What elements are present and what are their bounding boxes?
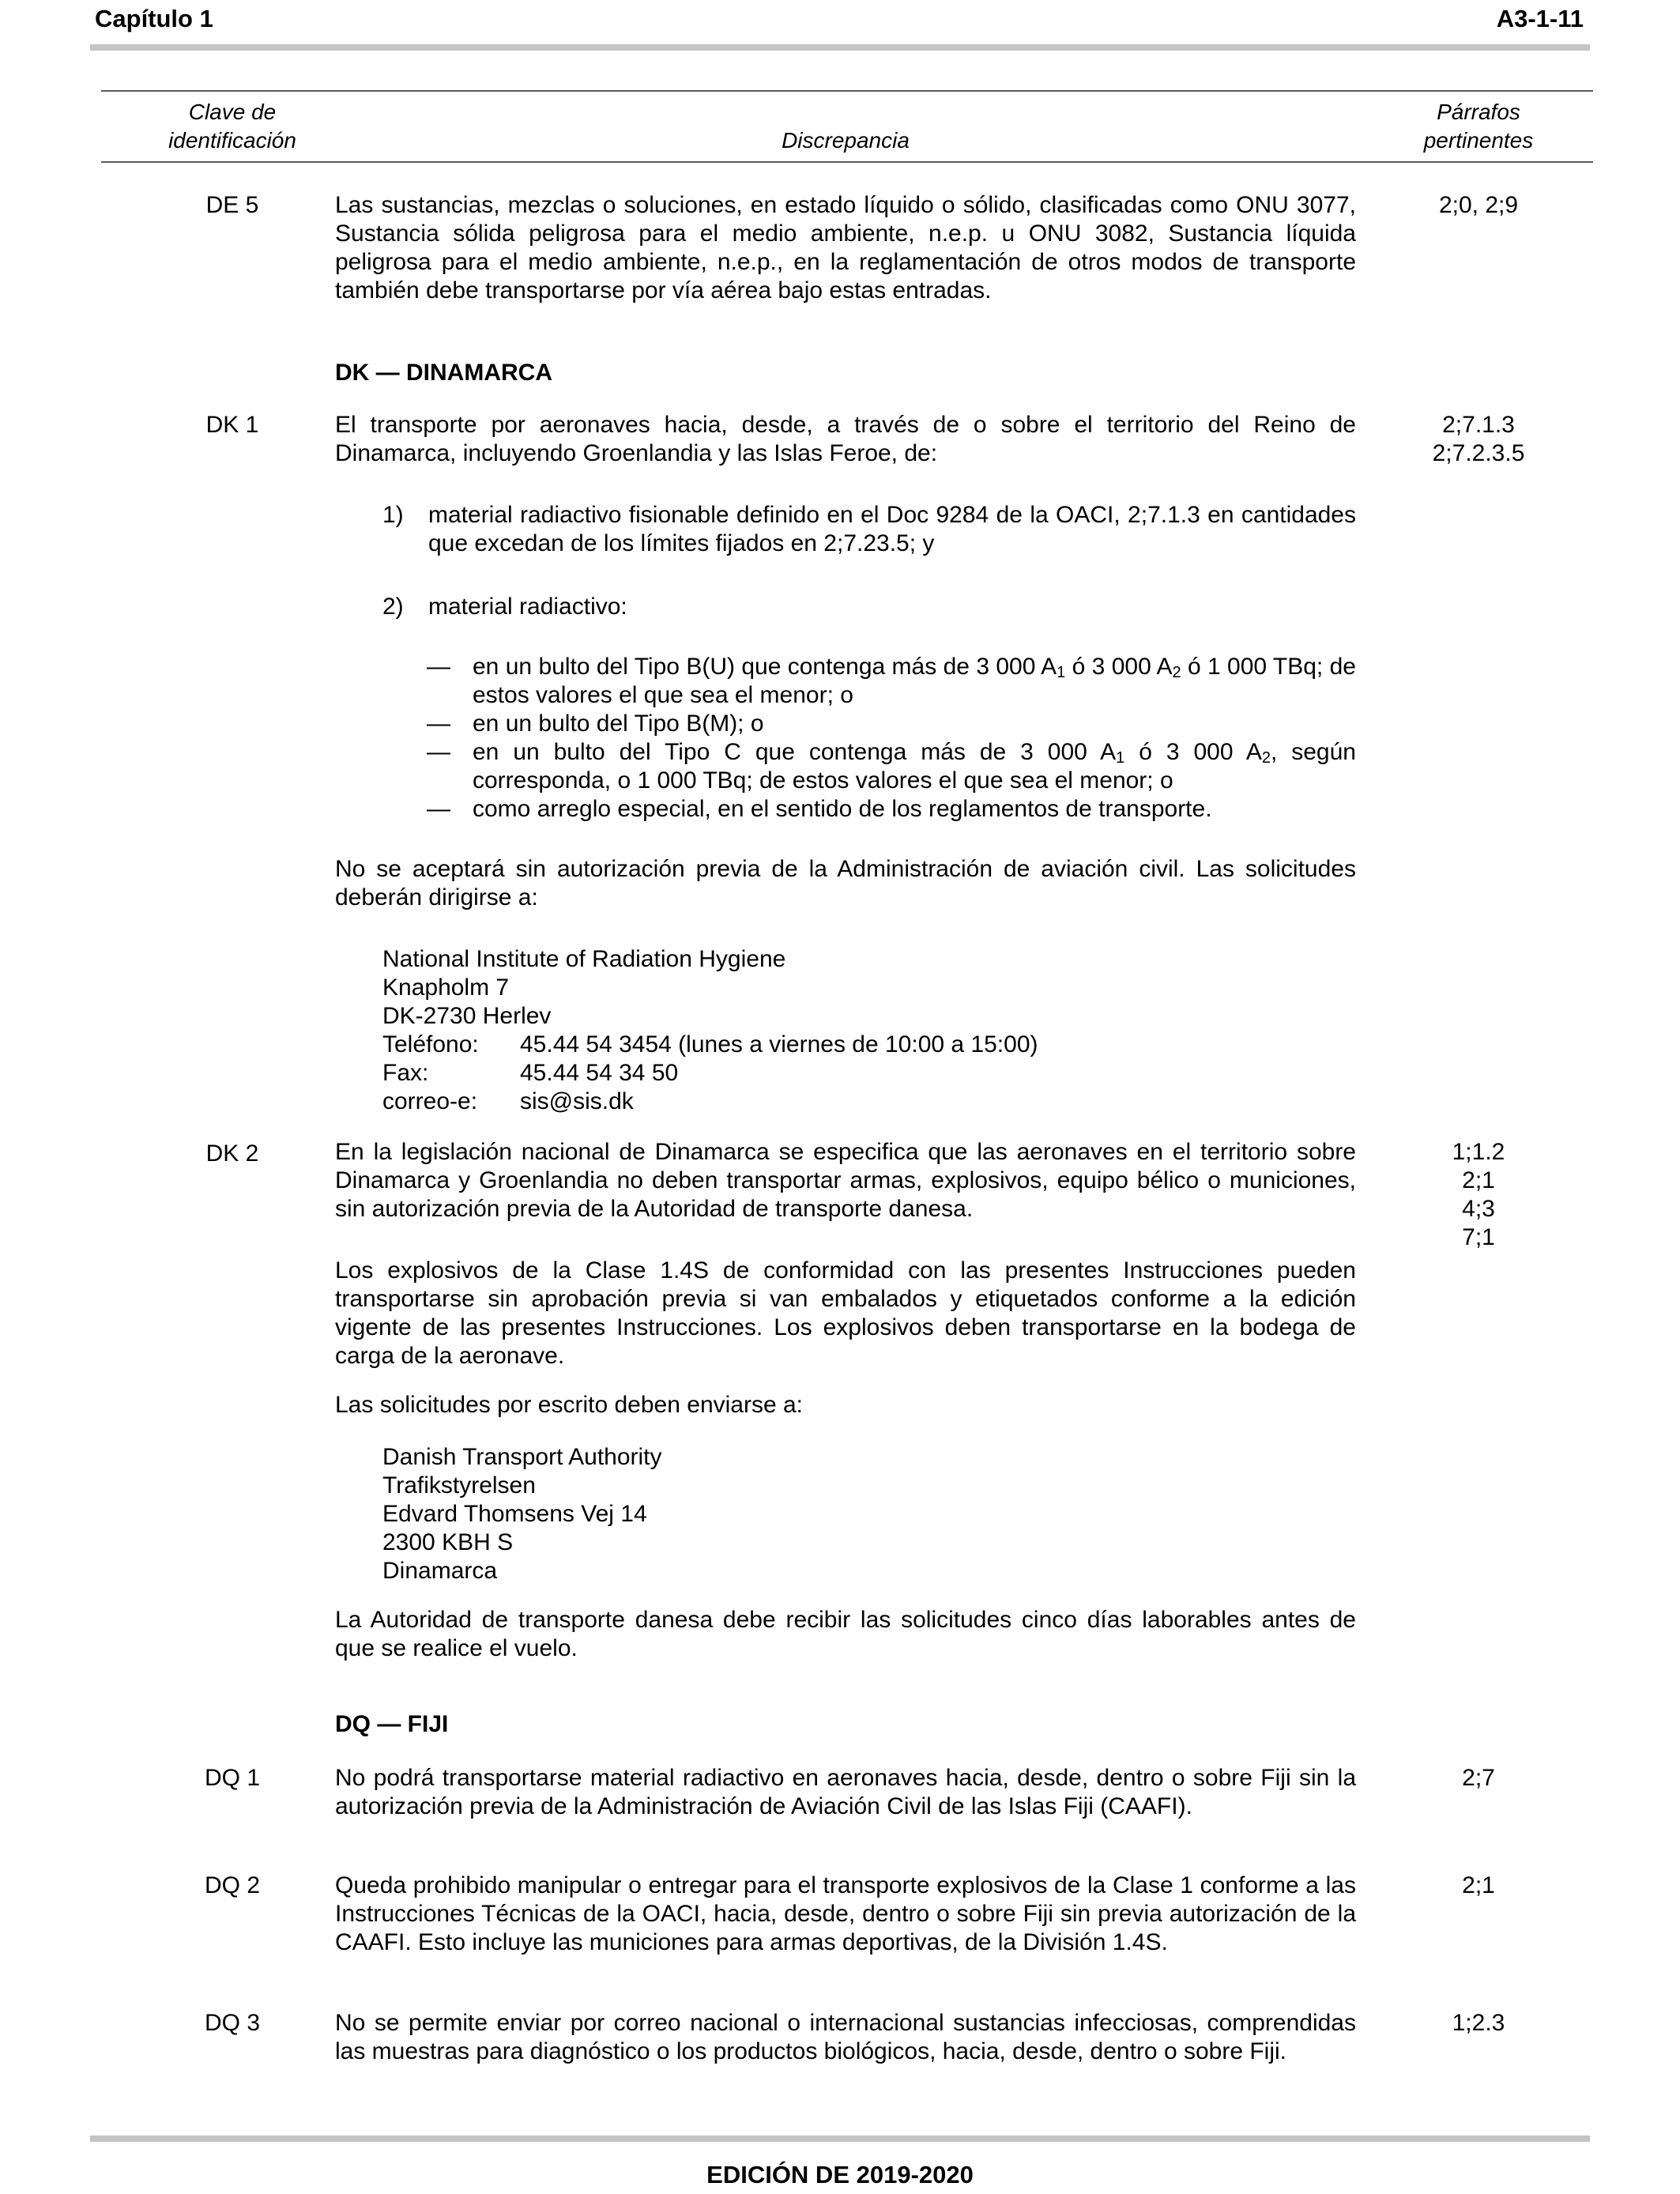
table-header-rule: [101, 161, 1593, 163]
footer-rule: [90, 2136, 1590, 2142]
entry-text-dk2-p2: Los explosivos de la Clase 1.4S de conformidad con las presentes Instrucciones pueden transportarse sin aprobación previa si van embalados y etiquetados conforme a la edición vigente de las presentes Instrucciones. Los explosivos deben transportarse en la bodega de carga de la aeronave.: [335, 1257, 1356, 1369]
column-header-discrepancy: Discrepancia: [782, 128, 910, 153]
entry-key-dq2: DQ 2: [204, 1872, 261, 1898]
entry-key-de5: DE 5: [205, 192, 259, 218]
section-heading-dq: DQ — FIJI: [335, 1711, 449, 1737]
entry-text-dk2-p1: En la legislación nacional de Dinamarca se especifica que las aeronaves en el territorio sobre Dinamarca y Groenlandia no deben transportar armas, explosivos, equipo bélico o municiones, sin autorización previa de la Autoridad de transporte danesa.: [335, 1139, 1356, 1222]
edition-footer: EDICIÓN DE 2019-2020: [706, 2161, 974, 2188]
entry-text-dq3: No se permite enviar por correo nacional o internacional sustancias infecciosas, comprendidas las muestras para diagnóstico o los productos biológicos, hacia, desde, dentro o sobre Fiji.: [335, 2010, 1356, 2064]
address-dk2: Danish Transport Authority Trafikstyrelsen Edvard Thomsens Vej 14 2300 KBH S Dinamarca: [382, 1444, 662, 1584]
entry-key-dq3: DQ 3: [204, 2010, 261, 2036]
entry-key-dk1: DK 1: [205, 412, 259, 438]
page-reference: A3-1-11: [1496, 5, 1584, 32]
list-item-2: material radiactivo:: [428, 594, 627, 620]
dash-bullet: —: [427, 654, 450, 680]
entry-refs-de5: 2;0, 2;9: [1438, 192, 1519, 218]
dash-item-3: en un bulto del Tipo C que contenga más de 3 000 $A_1$ ó 3 000 $A_2$, según corresponda, o 1 000 TBq; de estos valores el que sea el menor; o: [473, 739, 1356, 794]
column-header-key: Clave de identificación: [168, 100, 296, 153]
entry-key-dk2: DK 2: [205, 1140, 259, 1167]
list-number-1: 1): [382, 502, 404, 528]
entry-refs-dq1: 2;7: [1462, 1765, 1495, 1791]
dash-item-4: como arreglo especial, en el sentido de los reglamentos de transporte.: [473, 796, 1212, 822]
entry-text-dk2-p3: Las solicitudes por escrito deben enviarse a:: [335, 1392, 804, 1418]
address-dk1: National Institute of Radiation Hygiene Knapholm 7 DK-2730 Herlev Teléfono: 45.44 54 3454 (lunes a viernes de 10:00 a 15:00) Fax: 45.44 54 34 50 correo-e: sis@sis.dk: [382, 946, 1038, 1114]
dash-item-2: en un bulto del Tipo B(M); o: [473, 711, 764, 737]
entry-refs-dk1: 2;7.1.3 2;7.2.3.5: [1432, 412, 1525, 466]
entry-text-dq1: No podrá transportarse material radiactivo en aeronaves hacia, desde, dentro o sobre Fiji sin la autorización previa de la Administración de Aviación Civil de las Islas Fiji (CAAFI).: [335, 1765, 1356, 1819]
table-top-rule: [101, 90, 1593, 92]
fax-line: Fax: 45.44 54 34 50: [382, 1060, 679, 1086]
dash-item-1: en un bulto del Tipo B(U) que contenga más de 3 000 $A_1$ ó 3 000 $A_2$ ó 1 000 TBq; de estos valores el que sea el menor; o: [473, 654, 1356, 708]
entry-text-dk1-intro: El transporte por aeronaves hacia, desde, a través de o sobre el territorio del Reino de Dinamarca, incluyendo Groenlandia y las Islas Feroe, de:: [335, 412, 1356, 466]
entry-refs-dq3: 1;2.3: [1452, 2010, 1505, 2036]
section-heading-dk: DK — DINAMARCA: [335, 360, 552, 386]
list-number-2: 2): [382, 594, 404, 620]
dash-bullet: —: [427, 796, 450, 822]
list-item-1: material radiactivo fisionable definido en el Doc 9284 de la OACI, 2;7.1.3 en cantidades que excedan de los límites fijados en 2;7.23.5; y: [428, 502, 1356, 556]
entry-text-de5: Las sustancias, mezclas o soluciones, en estado líquido o sólido, clasificadas como ONU 3077, Sustancia sólida peligrosa para el medio ambiente, n.e.p. u ONU 3082, Sustancia líquida peligrosa para el medio ambiente, n.e.p., en la reglamentación de otros modos de transporte también debe transportarse por vía aérea bajo estas entradas.: [335, 192, 1356, 303]
entry-text-dq2: Queda prohibido manipular o entregar para el transporte explosivos de la Clase 1 conforme a las Instrucciones Técnicas de la OACI, hacia, desde, dentro o sobre Fiji sin previa autorización de la CAAFI. Esto incluye las municiones para armas deportivas, de la División 1.4S.: [335, 1872, 1356, 1955]
phone-line: Teléfono: 45.44 54 3454 (lunes a viernes de 10:00 a 15:00): [382, 1031, 1038, 1057]
dash-bullet: —: [427, 739, 450, 765]
entry-key-dq1: DQ 1: [204, 1765, 261, 1791]
chapter-title: Capítulo 1: [95, 5, 213, 32]
entry-text-dk2-p4: La Autoridad de transporte danesa debe recibir las solicitudes cinco días laborables antes de que se realice el vuelo.: [335, 1607, 1356, 1661]
column-header-refs: Párrafos pertinentes: [1423, 100, 1534, 153]
entry-text-dk1-note: No se aceptará sin autorización previa de la Administración de aviación civil. Las solicitudes deberán dirigirse a:: [335, 856, 1356, 910]
entry-refs-dk2: 1;1.2 2;1 4;3 7;1: [1452, 1139, 1505, 1250]
email-line: correo-e: sis@sis.dk: [382, 1088, 634, 1114]
dash-bullet: —: [427, 711, 450, 737]
header-rule: [90, 44, 1590, 51]
entry-refs-dq2: 2;1: [1462, 1872, 1495, 1898]
